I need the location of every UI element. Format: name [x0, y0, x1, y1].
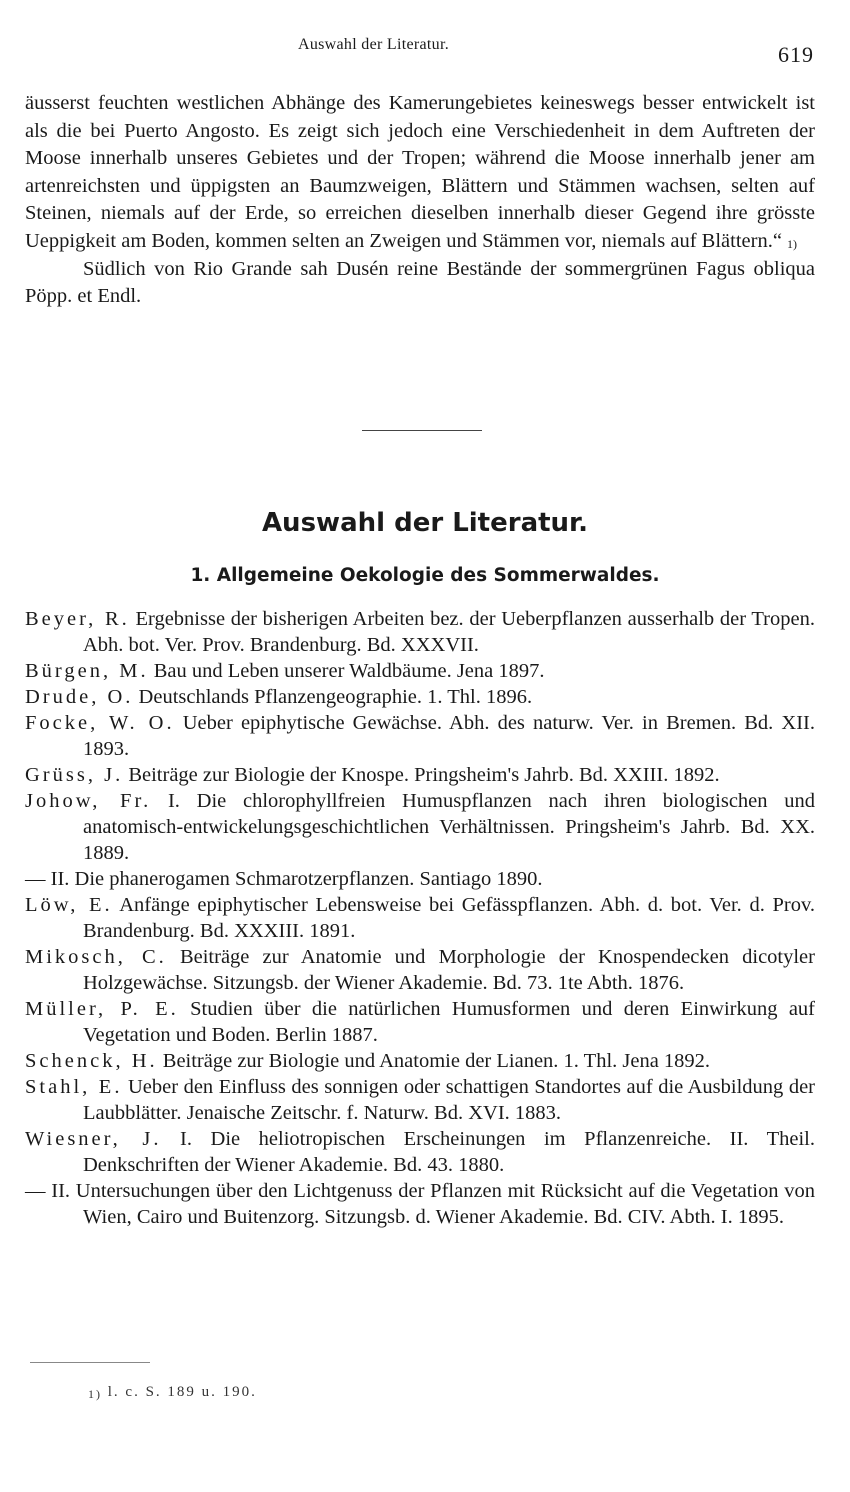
section-title: Auswahl der Literatur. — [261, 508, 589, 538]
body-text — [25, 90, 815, 311]
bibliography-entry — [25, 1048, 815, 1074]
page-number: 619 — [778, 42, 814, 67]
footnote-reference: 1) — [787, 236, 798, 251]
entry-text: Bau und Leben unserer Waldbäume. Jena 1897. — [153, 660, 545, 682]
entry-author: Grüss, J. — [25, 764, 124, 786]
entry-text: Deutschlands Pflanzengeographie. 1. Thl. 1896. — [138, 686, 533, 708]
entry-author: — — [25, 1180, 46, 1202]
entry-text: I. Die heliotropischen Erscheinungen im Pflanzenreiche. II. Theil. Denkschriften der Wiener Akademie. Bd. 43. 1880. — [83, 1128, 816, 1176]
entry-text: Ergebnisse der bisherigen Arbeiten bez. der Ueberpflanzen ausserhalb der Tropen. Abh. bot. Ver. Prov. Brandenburg. Bd. XXXVII. — [83, 608, 815, 656]
bibliography-list — [25, 606, 815, 1230]
entry-author: — — [25, 868, 46, 890]
entry-text: Beiträge zur Anatomie und Morphologie der Knospendecken dicotyler Holzgewächse. Sitzungsb. der Wiener Akademie. Bd. 73. 1te Abth. 1876. — [83, 946, 815, 994]
entry-author: Mikosch, C. — [25, 946, 167, 968]
bibliography-entry — [25, 866, 815, 892]
entry-author: Schenck, H. — [25, 1050, 158, 1072]
footnote-divider — [30, 1362, 150, 1363]
entry-text: Anfänge epiphytischer Lebensweise bei Gefässpflanzen. Abh. d. bot. Ver. d. Prov. Brandenburg. Bd. XXXIII. 1891. — [83, 894, 815, 942]
footnote-marker: 1) — [88, 1387, 102, 1401]
bibliography-entry — [25, 788, 815, 866]
footnote-text: l. c. S. 189 u. 190. — [107, 1384, 257, 1400]
paragraph-2: Südlich von Rio Grande sah Dusén reine Bestände der sommergrünen Fagus obliqua Pöpp. et Endl. — [25, 257, 815, 308]
entry-text: Ueber den Einfluss des sonnigen oder schattigen Standortes auf die Ausbildung der Laubblätter. Jenaische Zeitschr. f. Naturw. Bd. XVI. 1883. — [83, 1076, 816, 1124]
entry-author: Löw, E. — [25, 894, 113, 916]
bibliography-entry — [25, 1178, 815, 1230]
footnote — [88, 1384, 257, 1401]
entry-text: II. Untersuchungen über den Lichtgenuss der Pflanzen mit Rücksicht auf die Vegetation von Wien, Cairo und Buitenzorg. Sitzungsb. d. Wiener Akademie. Bd. CIV. Abth. I. 1895. — [51, 1180, 816, 1228]
bibliography-entry — [25, 606, 815, 658]
bibliography-entry — [25, 1074, 815, 1126]
bibliography-entry — [25, 684, 815, 710]
entry-author: Drude, O. — [25, 686, 134, 708]
bibliography-entry — [25, 996, 815, 1048]
subsection-title: 1. Allgemeine Oekologie des Sommerwaldes. — [190, 565, 660, 586]
entry-text: Beiträge zur Biologie der Knospe. Pringsheim's Jahrb. Bd. XXIII. 1892. — [128, 764, 720, 786]
bibliography-entry — [25, 762, 815, 788]
running-head: Auswahl der Literatur. — [298, 36, 449, 53]
bibliography-entry — [25, 710, 815, 762]
entry-text: Studien über die natürlichen Humusformen und deren Einwirkung auf Vegetation und Boden. Berlin 1887. — [83, 998, 816, 1046]
entry-text: II. Die phanerogamen Schmarotzerpflanzen. Santiago 1890. — [50, 868, 543, 890]
bibliography-entry — [25, 658, 815, 684]
bibliography-entry — [25, 944, 815, 996]
entry-author: Müller, P. E. — [25, 998, 179, 1020]
entry-author: Stahl, E. — [25, 1076, 123, 1098]
entry-author: Focke, W. O. — [25, 712, 175, 734]
entry-text: Ueber epiphytische Gewächse. Abh. des naturw. Ver. in Bremen. Bd. XII. 1893. — [83, 712, 816, 760]
paragraph-1 — [25, 90, 815, 256]
entry-author: Johow, Fr. — [25, 790, 152, 812]
entry-text: I. Die chlorophyllfreien Humuspflanzen nach ihren biologischen und anatomisch-entwickelungsgeschichtlichen Verhältnissen. Pringsheim's Jahrb. Bd. XX. 1889. — [83, 790, 815, 864]
bibliography-entry — [25, 892, 815, 944]
section-divider — [362, 430, 482, 431]
entry-author: Beyer, R. — [25, 608, 130, 630]
bibliography-entry — [25, 1126, 815, 1178]
entry-author: Wiesner, J. — [25, 1128, 162, 1150]
paragraph-1-text: äusserst feuchten westlichen Abhänge des Kamerungebietes keineswegs besser entwickelt ist als die bei Puerto Angosto. Es zeigt sich jedoch eine Verschiedenheit in dem Auftreten der Moose innerhalb unseres Gebietes und der Tropen; während die Moose innerhalb jener am artenreichsten und üppigsten an Baumzweigen, Blättern und Stämmen wachsen, selten auf Steinen, niemals auf der Erde, so erreichen dieselben innerhalb dieser Gegend ihre grösste Ueppigkeit am Boden, kommen selten an Zweigen und Stämmen vor, niemals auf Blättern.“ — [25, 92, 815, 252]
entry-text: Beiträge zur Biologie und Anatomie der Lianen. 1. Thl. Jena 1892. — [162, 1050, 711, 1072]
entry-author: Bürgen, M. — [25, 660, 149, 682]
